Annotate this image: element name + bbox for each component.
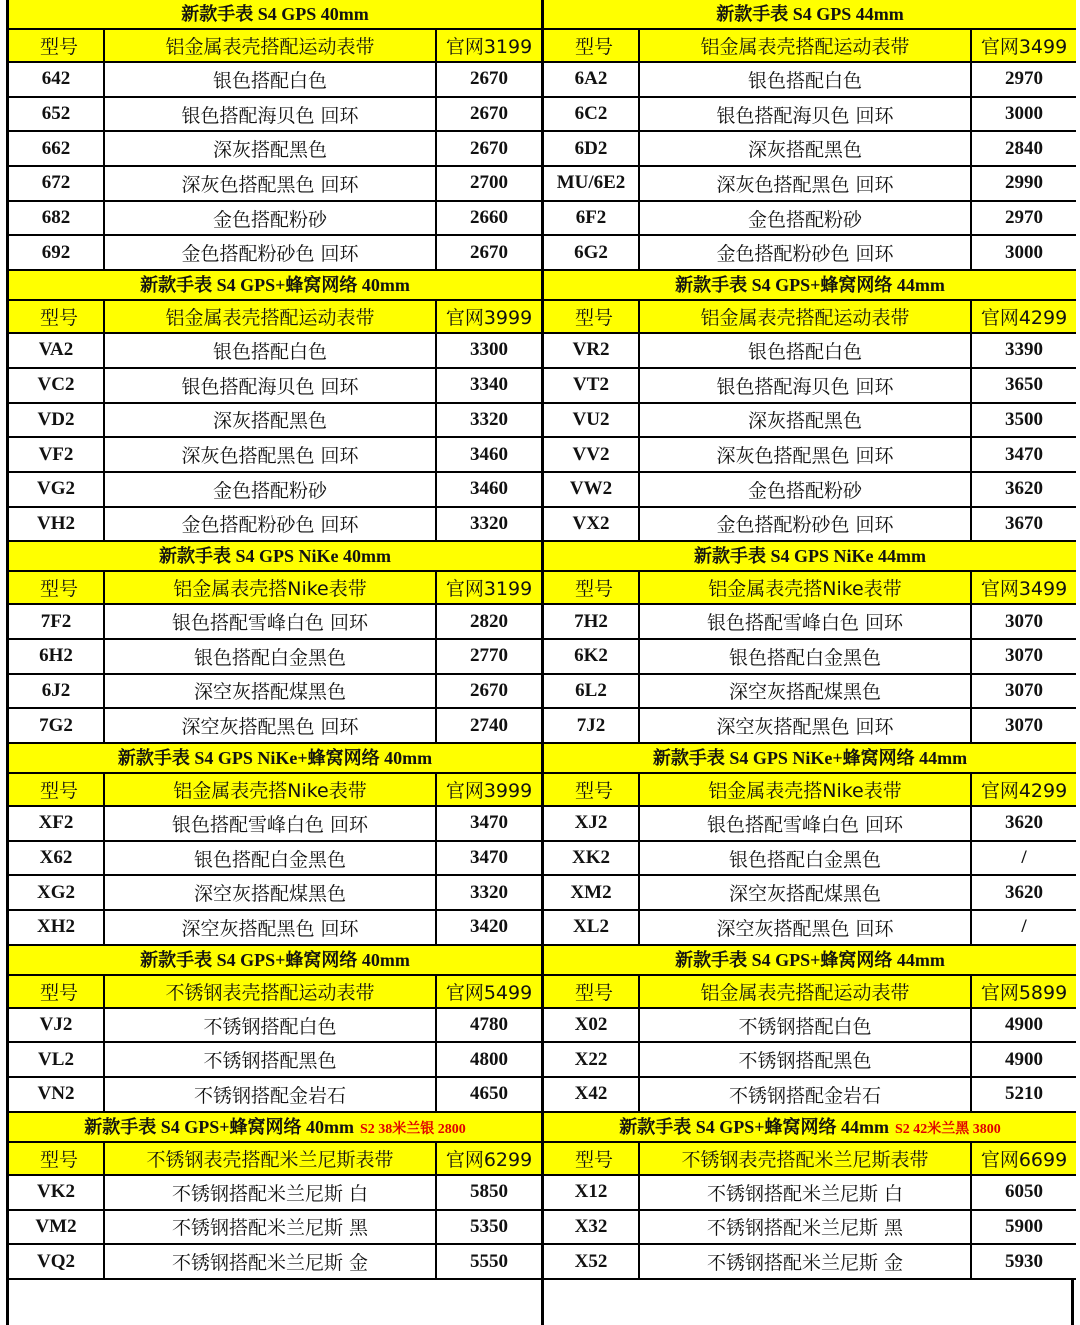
header-model: 型号 [550, 30, 640, 61]
header-model: 型号 [550, 774, 640, 805]
price-cell: 2670 [470, 679, 508, 701]
description-cell: 不锈钢搭配金岩石 [640, 1078, 972, 1111]
header-description: 不锈钢表壳搭配运动表带 [105, 976, 437, 1007]
model-cell: 682 [9, 202, 105, 235]
section-title-text: 新款手表 S4 GPS+蜂窝网络 40mm [140, 949, 410, 970]
description-cell: 不锈钢搭配白色 [640, 1009, 972, 1042]
price-section [9, 744, 541, 946]
model-cell: VQ2 [9, 1245, 105, 1278]
description-cell: 深空灰搭配黑色 回环 [105, 709, 437, 742]
header-model: 型号 [550, 572, 640, 603]
section-title-text: 新款手表 S4 GPS+蜂窝网络 40mm [140, 275, 410, 296]
table-row [9, 334, 541, 369]
price-cell: 2670 [470, 103, 508, 125]
table-row [544, 675, 1076, 710]
section-title [9, 1113, 541, 1143]
price-cell: 2670 [470, 241, 508, 263]
section-title-text: 新款手表 S4 GPS+蜂窝网络 44mm [619, 1116, 889, 1137]
table-header-row [544, 976, 1076, 1009]
table-row [544, 334, 1076, 369]
model-cell: 6C2 [544, 98, 640, 131]
table-header-row [544, 572, 1076, 605]
model-cell: VT2 [544, 369, 640, 402]
table-row [9, 98, 541, 133]
description-cell: 不锈钢搭配金岩石 [105, 1078, 437, 1111]
model-cell: XK2 [544, 842, 640, 875]
price-section [544, 271, 1076, 542]
model-cell: VK2 [9, 1176, 105, 1209]
model-cell: VJ2 [9, 1009, 105, 1042]
model-cell: VA2 [9, 334, 105, 367]
description-cell: 不锈钢搭配米兰尼斯 金 [640, 1245, 972, 1278]
model-cell: XL2 [544, 911, 640, 944]
header-model: 型号 [15, 572, 105, 603]
table-row [544, 1078, 1076, 1113]
table-row [9, 236, 541, 271]
table-row [9, 709, 541, 744]
header-official-price: 官网6299 [445, 1148, 533, 1171]
description-cell: 金色搭配粉砂 [105, 473, 437, 506]
model-cell: 7J2 [544, 709, 640, 742]
model-cell: X32 [544, 1211, 640, 1244]
table-row [544, 63, 1076, 98]
header-model: 型号 [15, 1143, 105, 1174]
section-title-text: 新款手表 S4 GPS NiKe 40mm [159, 546, 391, 567]
model-cell: 6K2 [544, 640, 640, 673]
price-cell: 2970 [1005, 68, 1043, 90]
price-cell: 2670 [470, 137, 508, 159]
model-cell: X02 [544, 1009, 640, 1042]
table-row [9, 63, 541, 98]
price-cell: 3390 [1005, 339, 1043, 361]
table-row [9, 640, 541, 675]
price-cell: 3070 [1005, 679, 1043, 701]
table-header-row [9, 774, 541, 807]
description-cell: 金色搭配粉砂 [105, 202, 437, 235]
table-row [9, 369, 541, 404]
section-title-text: 新款手表 S4 GPS 40mm [181, 4, 369, 24]
price-cell: 2700 [470, 172, 508, 194]
table-row [9, 202, 541, 237]
description-cell: 银色搭配白色 [105, 334, 437, 367]
price-cell: 3470 [470, 812, 508, 834]
header-description: 铝金属表壳搭Nike表带 [105, 572, 437, 603]
table-row [9, 1043, 541, 1078]
description-cell: 深灰色搭配黑色 回环 [105, 438, 437, 471]
price-cell: 3320 [470, 881, 508, 903]
left-column-40mm [9, 0, 541, 1280]
model-cell: VN2 [9, 1078, 105, 1111]
model-cell: X12 [544, 1176, 640, 1209]
model-cell: 672 [9, 167, 105, 200]
description-cell: 银色搭配白色 [105, 63, 437, 96]
header-description: 铝金属表壳搭配运动表带 [640, 976, 972, 1007]
model-cell: XF2 [9, 807, 105, 840]
description-cell: 深空灰搭配黑色 回环 [640, 911, 972, 944]
price-cell: 3650 [1005, 374, 1043, 396]
header-official-price: 官网3199 [445, 578, 533, 601]
price-cell: 3320 [470, 512, 508, 534]
table-row [544, 202, 1076, 237]
description-cell: 银色搭配海贝色 回环 [105, 98, 437, 131]
table-header-row [544, 30, 1076, 63]
table-row [544, 369, 1076, 404]
model-cell: VG2 [9, 473, 105, 506]
description-cell: 深灰搭配黑色 [105, 132, 437, 165]
description-cell: 深灰色搭配黑色 回环 [105, 167, 437, 200]
description-cell: 深空灰搭配煤黑色 [640, 675, 972, 708]
section-title [9, 271, 541, 301]
section-title-text: 新款手表 S4 GPS NiKe+蜂窝网络 44mm [652, 748, 968, 768]
price-cell: 5210 [1005, 1083, 1043, 1105]
table-row [9, 876, 541, 911]
description-cell: 银色搭配雪峰白色 回环 [640, 605, 972, 638]
section-title [544, 744, 1076, 774]
model-cell: 6F2 [544, 202, 640, 235]
table-header-row [9, 301, 541, 334]
section-title [544, 0, 1076, 30]
table-header-row [544, 774, 1076, 807]
description-cell: 不锈钢搭配米兰尼斯 黑 [640, 1211, 972, 1244]
header-official-price: 官网3999 [445, 780, 533, 802]
price-cell: 3620 [1005, 478, 1043, 500]
price-section [9, 1113, 541, 1280]
table-row [9, 807, 541, 842]
model-cell: 662 [9, 132, 105, 165]
table-row [9, 404, 541, 439]
table-header-row [544, 1143, 1076, 1176]
description-cell: 银色搭配海贝色 回环 [640, 98, 972, 131]
price-cell: 6050 [1005, 1181, 1043, 1203]
description-cell: 深灰搭配黑色 [640, 132, 972, 165]
price-cell: 3470 [470, 847, 508, 869]
table-header-row [544, 301, 1076, 334]
description-cell: 深灰色搭配黑色 回环 [640, 438, 972, 471]
price-section [9, 946, 541, 1113]
model-cell: XJ2 [544, 807, 640, 840]
description-cell: 银色搭配海贝色 回环 [105, 369, 437, 402]
description-cell: 不锈钢搭配白色 [105, 1009, 437, 1042]
model-cell: 6D2 [544, 132, 640, 165]
model-cell: 7H2 [544, 605, 640, 638]
price-cell: 2970 [1005, 207, 1043, 229]
table-row [9, 1009, 541, 1044]
table-row [544, 404, 1076, 439]
section-title-text: 新款手表 S4 GPS+蜂窝网络 44mm [675, 275, 945, 296]
description-cell: 不锈钢搭配黑色 [640, 1043, 972, 1076]
table-row [9, 1245, 541, 1280]
price-cell: / [1021, 847, 1027, 869]
price-cell: 3460 [470, 443, 508, 465]
header-description: 不锈钢表壳搭配米兰尼斯表带 [105, 1143, 437, 1174]
table-row [544, 842, 1076, 877]
description-cell: 深空灰搭配黑色 回环 [105, 911, 437, 944]
description-cell: 银色搭配雪峰白色 回环 [105, 807, 437, 840]
section-note: S2 38米兰银 2800 [359, 1121, 466, 1137]
price-cell: 4780 [470, 1014, 508, 1036]
header-description: 不锈钢表壳搭配米兰尼斯表带 [640, 1143, 972, 1174]
table-row [9, 842, 541, 877]
header-description: 铝金属表壳搭配运动表带 [105, 301, 437, 332]
price-cell: 3420 [470, 916, 508, 938]
header-official-price: 官网3999 [445, 307, 533, 330]
model-cell: 6G2 [544, 236, 640, 269]
price-section [544, 744, 1076, 946]
header-model: 型号 [550, 1143, 640, 1174]
model-cell: X22 [544, 1043, 640, 1076]
header-model: 型号 [550, 976, 640, 1007]
table-row [544, 1176, 1076, 1211]
header-official-price: 官网3199 [445, 36, 533, 58]
price-section [544, 1113, 1076, 1280]
header-official-price: 官网3499 [980, 36, 1068, 58]
price-cell: 2990 [1005, 172, 1043, 194]
table-row [544, 1211, 1076, 1246]
description-cell: 深空灰搭配黑色 回环 [640, 709, 972, 742]
description-cell: 深空灰搭配煤黑色 [105, 675, 437, 708]
description-cell: 银色搭配白金黑色 [640, 842, 972, 875]
header-official-price: 官网6699 [980, 1148, 1068, 1171]
section-title [544, 271, 1076, 301]
price-cell: 2660 [470, 207, 508, 229]
model-cell: 652 [9, 98, 105, 131]
description-cell: 银色搭配白色 [640, 63, 972, 96]
model-cell: VL2 [9, 1043, 105, 1076]
model-cell: MU/6E2 [544, 167, 640, 200]
model-cell: VF2 [9, 438, 105, 471]
price-cell: 3320 [470, 408, 508, 430]
price-cell: 3500 [1005, 408, 1043, 430]
model-cell: 6J2 [9, 675, 105, 708]
table-row [544, 167, 1076, 202]
header-model: 型号 [550, 301, 640, 332]
price-cell: 4800 [470, 1048, 508, 1070]
header-description: 铝金属表壳搭Nike表带 [640, 774, 972, 805]
table-header-row [9, 30, 541, 63]
price-cell: 4650 [470, 1083, 508, 1105]
price-cell: 3620 [1005, 881, 1043, 903]
table-row [544, 473, 1076, 508]
table-row [544, 236, 1076, 271]
header-official-price: 官网5499 [445, 981, 533, 1004]
header-description: 铝金属表壳搭配运动表带 [105, 30, 437, 61]
model-cell: X42 [544, 1078, 640, 1111]
model-cell: VW2 [544, 473, 640, 506]
table-header-row [9, 572, 541, 605]
price-section [9, 271, 541, 542]
price-cell: 3000 [1005, 241, 1043, 263]
section-title-text: 新款手表 S4 GPS NiKe+蜂窝网络 40mm [117, 748, 433, 768]
price-section [544, 946, 1076, 1113]
table-row [9, 605, 541, 640]
header-official-price: 官网3499 [980, 578, 1068, 601]
description-cell: 不锈钢搭配米兰尼斯 白 [640, 1176, 972, 1209]
price-section [544, 0, 1076, 271]
description-cell: 银色搭配雪峰白色 回环 [105, 605, 437, 638]
price-cell: 2840 [1005, 137, 1043, 159]
table-row [544, 508, 1076, 543]
price-cell: 4900 [1005, 1014, 1043, 1036]
table-row [544, 438, 1076, 473]
section-title [544, 1113, 1076, 1143]
model-cell: VD2 [9, 404, 105, 437]
table-row [9, 1211, 541, 1246]
model-cell: XG2 [9, 876, 105, 909]
model-cell: VM2 [9, 1211, 105, 1244]
table-header-row [9, 1143, 541, 1176]
model-cell: XM2 [544, 876, 640, 909]
table-row [544, 132, 1076, 167]
price-cell: 3000 [1005, 103, 1043, 125]
section-title-text: 新款手表 S4 GPS 44mm [716, 4, 904, 24]
description-cell: 金色搭配粉砂 [640, 202, 972, 235]
model-cell: 7G2 [9, 709, 105, 742]
section-title-text: 新款手表 S4 GPS+蜂窝网络 40mm [84, 1116, 354, 1137]
table-row [544, 1043, 1076, 1078]
model-cell: 6H2 [9, 640, 105, 673]
section-title-text: 新款手表 S4 GPS+蜂窝网络 44mm [675, 949, 945, 970]
price-cell: 3340 [470, 374, 508, 396]
model-cell: VR2 [544, 334, 640, 367]
header-model: 型号 [15, 976, 105, 1007]
description-cell: 深空灰搭配煤黑色 [640, 876, 972, 909]
price-cell: 3070 [1005, 645, 1043, 667]
section-title [9, 542, 541, 572]
section-title [9, 946, 541, 976]
table-row [544, 911, 1076, 946]
description-cell: 银色搭配白金黑色 [105, 842, 437, 875]
model-cell: X62 [9, 842, 105, 875]
price-section [9, 0, 541, 271]
header-description: 铝金属表壳搭Nike表带 [105, 774, 437, 805]
header-description: 铝金属表壳搭配运动表带 [640, 301, 972, 332]
header-model: 型号 [15, 301, 105, 332]
table-row [544, 640, 1076, 675]
table-row [9, 675, 541, 710]
table-row [9, 1176, 541, 1211]
description-cell: 金色搭配粉砂色 回环 [105, 508, 437, 541]
price-cell: 5550 [470, 1250, 508, 1272]
description-cell: 金色搭配粉砂色 回环 [640, 508, 972, 541]
section-title [544, 946, 1076, 976]
model-cell: VU2 [544, 404, 640, 437]
table-row [9, 508, 541, 543]
header-model: 型号 [15, 774, 105, 805]
description-cell: 金色搭配粉砂 [640, 473, 972, 506]
description-cell: 银色搭配海贝色 回环 [640, 369, 972, 402]
model-cell: VX2 [544, 508, 640, 541]
section-title [544, 542, 1076, 572]
table-row [9, 132, 541, 167]
section-title [9, 0, 541, 30]
description-cell: 深灰色搭配黑色 回环 [640, 167, 972, 200]
table-row [544, 605, 1076, 640]
price-cell: 4900 [1005, 1048, 1043, 1070]
price-cell: 3620 [1005, 812, 1043, 834]
price-cell: 3300 [470, 339, 508, 361]
price-cell: / [1021, 916, 1027, 938]
description-cell: 银色搭配雪峰白色 回环 [640, 807, 972, 840]
price-section [544, 542, 1076, 744]
model-cell: 642 [9, 63, 105, 96]
table-row [9, 473, 541, 508]
table-row [544, 709, 1076, 744]
price-cell: 5930 [1005, 1250, 1043, 1272]
price-cell: 3070 [1005, 610, 1043, 632]
description-cell: 深空灰搭配煤黑色 [105, 876, 437, 909]
price-cell: 2670 [470, 68, 508, 90]
model-cell: VC2 [9, 369, 105, 402]
table-row [544, 98, 1076, 133]
price-cell: 5900 [1005, 1215, 1043, 1237]
price-cell: 2820 [470, 610, 508, 632]
model-cell: 7F2 [9, 605, 105, 638]
section-note: S2 42米兰黑 3800 [894, 1121, 1001, 1137]
header-official-price: 官网4299 [980, 307, 1068, 330]
header-official-price: 官网5899 [980, 981, 1068, 1004]
table-header-row [9, 976, 541, 1009]
table-row [544, 1009, 1076, 1044]
price-section [9, 542, 541, 744]
price-cell: 5850 [470, 1181, 508, 1203]
price-cell: 3070 [1005, 714, 1043, 736]
header-description: 铝金属表壳搭Nike表带 [640, 572, 972, 603]
table-row [544, 807, 1076, 842]
description-cell: 不锈钢搭配米兰尼斯 白 [105, 1176, 437, 1209]
table-row [9, 438, 541, 473]
model-cell: 6A2 [544, 63, 640, 96]
price-cell: 5350 [470, 1215, 508, 1237]
price-cell: 3670 [1005, 512, 1043, 534]
description-cell: 深灰搭配黑色 [640, 404, 972, 437]
header-official-price: 官网4299 [980, 780, 1068, 802]
model-cell: XH2 [9, 911, 105, 944]
description-cell: 金色搭配粉砂色 回环 [640, 236, 972, 269]
price-cell: 3470 [1005, 443, 1043, 465]
description-cell: 金色搭配粉砂色 回环 [105, 236, 437, 269]
table-row [9, 167, 541, 202]
header-model: 型号 [15, 30, 105, 61]
table-row [9, 1078, 541, 1113]
model-cell: 6L2 [544, 675, 640, 708]
price-sheet [6, 0, 1074, 1325]
header-description: 铝金属表壳搭配运动表带 [640, 30, 972, 61]
price-cell: 3460 [470, 478, 508, 500]
model-cell: 692 [9, 236, 105, 269]
section-title-text: 新款手表 S4 GPS NiKe 44mm [694, 546, 926, 567]
description-cell: 不锈钢搭配黑色 [105, 1043, 437, 1076]
price-cell: 2770 [470, 645, 508, 667]
description-cell: 银色搭配白金黑色 [640, 640, 972, 673]
model-cell: X52 [544, 1245, 640, 1278]
description-cell: 深灰搭配黑色 [105, 404, 437, 437]
description-cell: 不锈钢搭配米兰尼斯 金 [105, 1245, 437, 1278]
table-row [544, 876, 1076, 911]
model-cell: VV2 [544, 438, 640, 471]
right-column-44mm [544, 0, 1076, 1280]
table-row [9, 911, 541, 946]
description-cell: 银色搭配白色 [640, 334, 972, 367]
price-cell: 2740 [470, 714, 508, 736]
section-title [9, 744, 541, 774]
description-cell: 银色搭配白金黑色 [105, 640, 437, 673]
description-cell: 不锈钢搭配米兰尼斯 黑 [105, 1211, 437, 1244]
model-cell: VH2 [9, 508, 105, 541]
table-row [544, 1245, 1076, 1280]
